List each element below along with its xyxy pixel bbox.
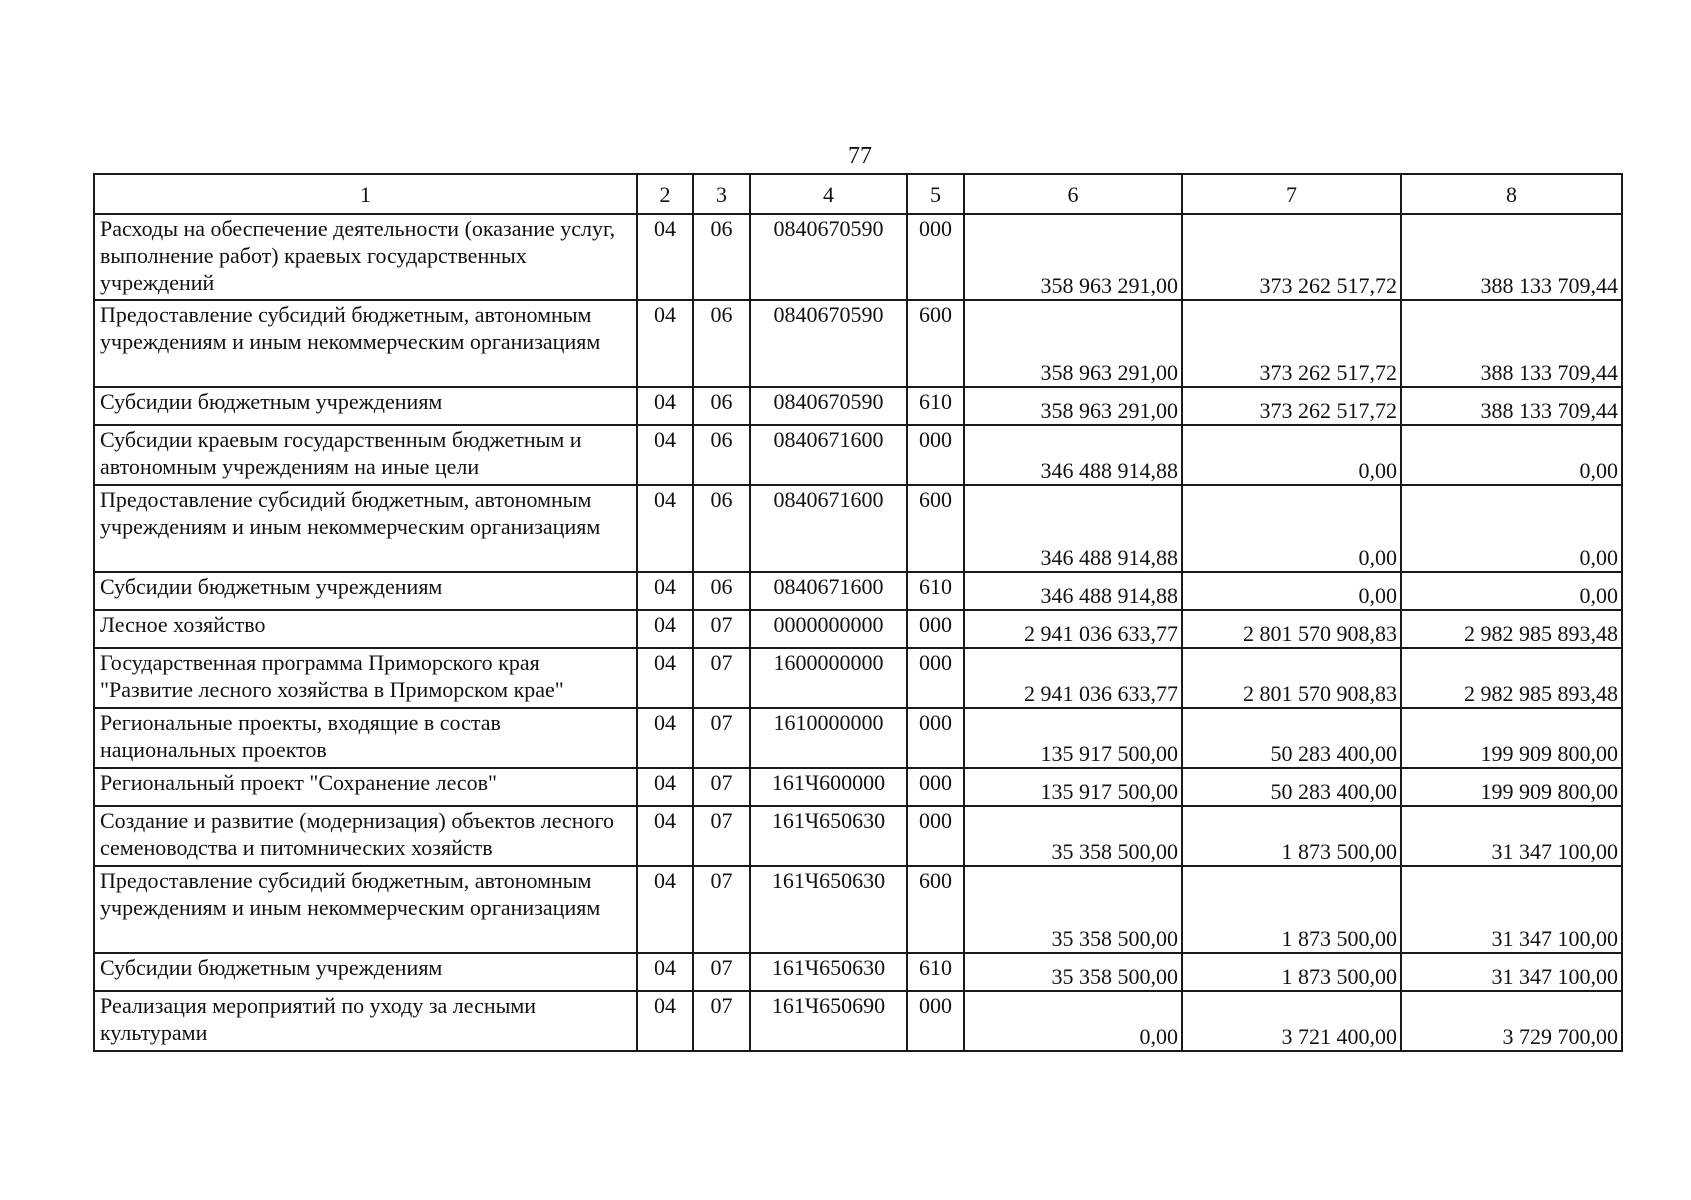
target-article-cell: 161Ч650690 bbox=[750, 991, 907, 1051]
expense-type-cell: 000 bbox=[907, 610, 964, 648]
amount-col7-cell: 1 873 500,00 bbox=[1182, 866, 1401, 953]
table-row bbox=[94, 648, 1622, 708]
section-code-cell: 04 bbox=[637, 953, 693, 991]
table-row bbox=[94, 214, 1622, 300]
row-name-cell: Региональные проекты, входящие в состав национальных проектов bbox=[94, 708, 637, 768]
table-row bbox=[94, 768, 1622, 806]
subsection-code-cell: 06 bbox=[693, 485, 750, 572]
amount-col8-cell: 31 347 100,00 bbox=[1401, 953, 1622, 991]
section-code-cell: 04 bbox=[637, 300, 693, 387]
expense-type-cell: 610 bbox=[907, 953, 964, 991]
amount-col7-cell: 1 873 500,00 bbox=[1182, 806, 1401, 866]
table-row bbox=[94, 866, 1622, 953]
table-row bbox=[94, 572, 1622, 610]
column-header-2: 2 bbox=[637, 174, 693, 214]
amount-col6-cell: 346 488 914,88 bbox=[964, 425, 1182, 485]
table-row bbox=[94, 300, 1622, 387]
row-name-cell: Субсидии бюджетным учреждениям bbox=[94, 953, 637, 991]
amount-col6-cell: 358 963 291,00 bbox=[964, 300, 1182, 387]
subsection-code-cell: 06 bbox=[693, 425, 750, 485]
row-name-cell: Расходы на обеспечение деятельности (оказание услуг, выполнение работ) краевых государственных учреждений bbox=[94, 214, 637, 300]
column-header-3: 3 bbox=[693, 174, 750, 214]
subsection-code-cell: 06 bbox=[693, 572, 750, 610]
target-article-cell: 0840670590 bbox=[750, 214, 907, 300]
table-row bbox=[94, 708, 1622, 768]
target-article-cell: 0840671600 bbox=[750, 572, 907, 610]
amount-col6-cell: 135 917 500,00 bbox=[964, 768, 1182, 806]
table-row bbox=[94, 953, 1622, 991]
amount-col8-cell: 199 909 800,00 bbox=[1401, 768, 1622, 806]
subsection-code-cell: 06 bbox=[693, 300, 750, 387]
row-name-cell: Предоставление субсидий бюджетным, автономным учреждениям и иным некоммерческим организациям bbox=[94, 300, 637, 387]
subsection-code-cell: 06 bbox=[693, 214, 750, 300]
row-name-cell: Субсидии бюджетным учреждениям bbox=[94, 572, 637, 610]
amount-col7-cell: 373 262 517,72 bbox=[1182, 387, 1401, 425]
expense-type-cell: 000 bbox=[907, 768, 964, 806]
section-code-cell: 04 bbox=[637, 991, 693, 1051]
section-code-cell: 04 bbox=[637, 572, 693, 610]
column-header-4: 4 bbox=[750, 174, 907, 214]
target-article-cell: 0000000000 bbox=[750, 610, 907, 648]
header-row bbox=[94, 174, 1622, 214]
column-header-5: 5 bbox=[907, 174, 964, 214]
expense-type-cell: 000 bbox=[907, 708, 964, 768]
amount-col6-cell: 358 963 291,00 bbox=[964, 214, 1182, 300]
budget-table bbox=[93, 173, 1623, 1052]
amount-col8-cell: 388 133 709,44 bbox=[1401, 214, 1622, 300]
amount-col7-cell: 3 721 400,00 bbox=[1182, 991, 1401, 1051]
amount-col8-cell: 2 982 985 893,48 bbox=[1401, 648, 1622, 708]
column-header-7: 7 bbox=[1182, 174, 1401, 214]
amount-col7-cell: 0,00 bbox=[1182, 572, 1401, 610]
expense-type-cell: 600 bbox=[907, 485, 964, 572]
section-code-cell: 04 bbox=[637, 425, 693, 485]
section-code-cell: 04 bbox=[637, 648, 693, 708]
amount-col8-cell: 199 909 800,00 bbox=[1401, 708, 1622, 768]
amount-col8-cell: 388 133 709,44 bbox=[1401, 300, 1622, 387]
amount-col6-cell: 358 963 291,00 bbox=[964, 387, 1182, 425]
expense-type-cell: 600 bbox=[907, 300, 964, 387]
amount-col6-cell: 35 358 500,00 bbox=[964, 953, 1182, 991]
amount-col6-cell: 0,00 bbox=[964, 991, 1182, 1051]
target-article-cell: 0840670590 bbox=[750, 387, 907, 425]
subsection-code-cell: 07 bbox=[693, 610, 750, 648]
table-row bbox=[94, 485, 1622, 572]
amount-col7-cell: 0,00 bbox=[1182, 425, 1401, 485]
subsection-code-cell: 06 bbox=[693, 387, 750, 425]
amount-col7-cell: 0,00 bbox=[1182, 485, 1401, 572]
amount-col8-cell: 388 133 709,44 bbox=[1401, 387, 1622, 425]
expense-type-cell: 600 bbox=[907, 866, 964, 953]
amount-col6-cell: 2 941 036 633,77 bbox=[964, 648, 1182, 708]
amount-col7-cell: 373 262 517,72 bbox=[1182, 300, 1401, 387]
target-article-cell: 1610000000 bbox=[750, 708, 907, 768]
amount-col6-cell: 2 941 036 633,77 bbox=[964, 610, 1182, 648]
page-number: 77 bbox=[848, 143, 872, 169]
row-name-cell: Государственная программа Приморского края "Развитие лесного хозяйства в Приморском крае" bbox=[94, 648, 637, 708]
subsection-code-cell: 07 bbox=[693, 768, 750, 806]
row-name-cell: Лесное хозяйство bbox=[94, 610, 637, 648]
target-article-cell: 161Ч600000 bbox=[750, 768, 907, 806]
subsection-code-cell: 07 bbox=[693, 953, 750, 991]
column-header-1: 1 bbox=[94, 174, 637, 214]
section-code-cell: 04 bbox=[637, 610, 693, 648]
amount-col7-cell: 2 801 570 908,83 bbox=[1182, 648, 1401, 708]
amount-col6-cell: 346 488 914,88 bbox=[964, 485, 1182, 572]
expense-type-cell: 000 bbox=[907, 991, 964, 1051]
subsection-code-cell: 07 bbox=[693, 708, 750, 768]
subsection-code-cell: 07 bbox=[693, 648, 750, 708]
section-code-cell: 04 bbox=[637, 485, 693, 572]
row-name-cell: Субсидии бюджетным учреждениям bbox=[94, 387, 637, 425]
amount-col8-cell: 3 729 700,00 bbox=[1401, 991, 1622, 1051]
section-code-cell: 04 bbox=[637, 214, 693, 300]
target-article-cell: 1600000000 bbox=[750, 648, 907, 708]
subsection-code-cell: 07 bbox=[693, 991, 750, 1051]
section-code-cell: 04 bbox=[637, 806, 693, 866]
amount-col6-cell: 35 358 500,00 bbox=[964, 806, 1182, 866]
row-name-cell: Предоставление субсидий бюджетным, автономным учреждениям и иным некоммерческим организациям bbox=[94, 866, 637, 953]
expense-type-cell: 610 bbox=[907, 572, 964, 610]
subsection-code-cell: 07 bbox=[693, 866, 750, 953]
amount-col8-cell: 0,00 bbox=[1401, 485, 1622, 572]
amount-col8-cell: 0,00 bbox=[1401, 572, 1622, 610]
expense-type-cell: 000 bbox=[907, 806, 964, 866]
target-article-cell: 161Ч650630 bbox=[750, 866, 907, 953]
section-code-cell: 04 bbox=[637, 387, 693, 425]
table-row bbox=[94, 806, 1622, 866]
amount-col7-cell: 50 283 400,00 bbox=[1182, 708, 1401, 768]
amount-col8-cell: 0,00 bbox=[1401, 425, 1622, 485]
column-header-8: 8 bbox=[1401, 174, 1622, 214]
table-row bbox=[94, 610, 1622, 648]
row-name-cell: Субсидии краевым государственным бюджетным и автономным учреждениям на иные цели bbox=[94, 425, 637, 485]
target-article-cell: 0840671600 bbox=[750, 485, 907, 572]
amount-col7-cell: 50 283 400,00 bbox=[1182, 768, 1401, 806]
table-row bbox=[94, 425, 1622, 485]
expense-type-cell: 000 bbox=[907, 648, 964, 708]
amount-col8-cell: 31 347 100,00 bbox=[1401, 866, 1622, 953]
row-name-cell: Предоставление субсидий бюджетным, автономным учреждениям и иным некоммерческим организациям bbox=[94, 485, 637, 572]
target-article-cell: 0840670590 bbox=[750, 300, 907, 387]
amount-col7-cell: 2 801 570 908,83 bbox=[1182, 610, 1401, 648]
amount-col8-cell: 31 347 100,00 bbox=[1401, 806, 1622, 866]
subsection-code-cell: 07 bbox=[693, 806, 750, 866]
expense-type-cell: 610 bbox=[907, 387, 964, 425]
amount-col8-cell: 2 982 985 893,48 bbox=[1401, 610, 1622, 648]
amount-col6-cell: 346 488 914,88 bbox=[964, 572, 1182, 610]
section-code-cell: 04 bbox=[637, 768, 693, 806]
column-header-6: 6 bbox=[964, 174, 1182, 214]
target-article-cell: 0840671600 bbox=[750, 425, 907, 485]
expense-type-cell: 000 bbox=[907, 425, 964, 485]
amount-col6-cell: 135 917 500,00 bbox=[964, 708, 1182, 768]
amount-col7-cell: 1 873 500,00 bbox=[1182, 953, 1401, 991]
target-article-cell: 161Ч650630 bbox=[750, 953, 907, 991]
amount-col6-cell: 35 358 500,00 bbox=[964, 866, 1182, 953]
row-name-cell: Региональный проект "Сохранение лесов" bbox=[94, 768, 637, 806]
section-code-cell: 04 bbox=[637, 866, 693, 953]
amount-col7-cell: 373 262 517,72 bbox=[1182, 214, 1401, 300]
row-name-cell: Реализация мероприятий по уходу за лесными культурами bbox=[94, 991, 637, 1051]
row-name-cell: Создание и развитие (модернизация) объектов лесного семеноводства и питомнических хозяйств bbox=[94, 806, 637, 866]
table-row bbox=[94, 387, 1622, 425]
expense-type-cell: 000 bbox=[907, 214, 964, 300]
table-row bbox=[94, 991, 1622, 1051]
section-code-cell: 04 bbox=[637, 708, 693, 768]
target-article-cell: 161Ч650630 bbox=[750, 806, 907, 866]
